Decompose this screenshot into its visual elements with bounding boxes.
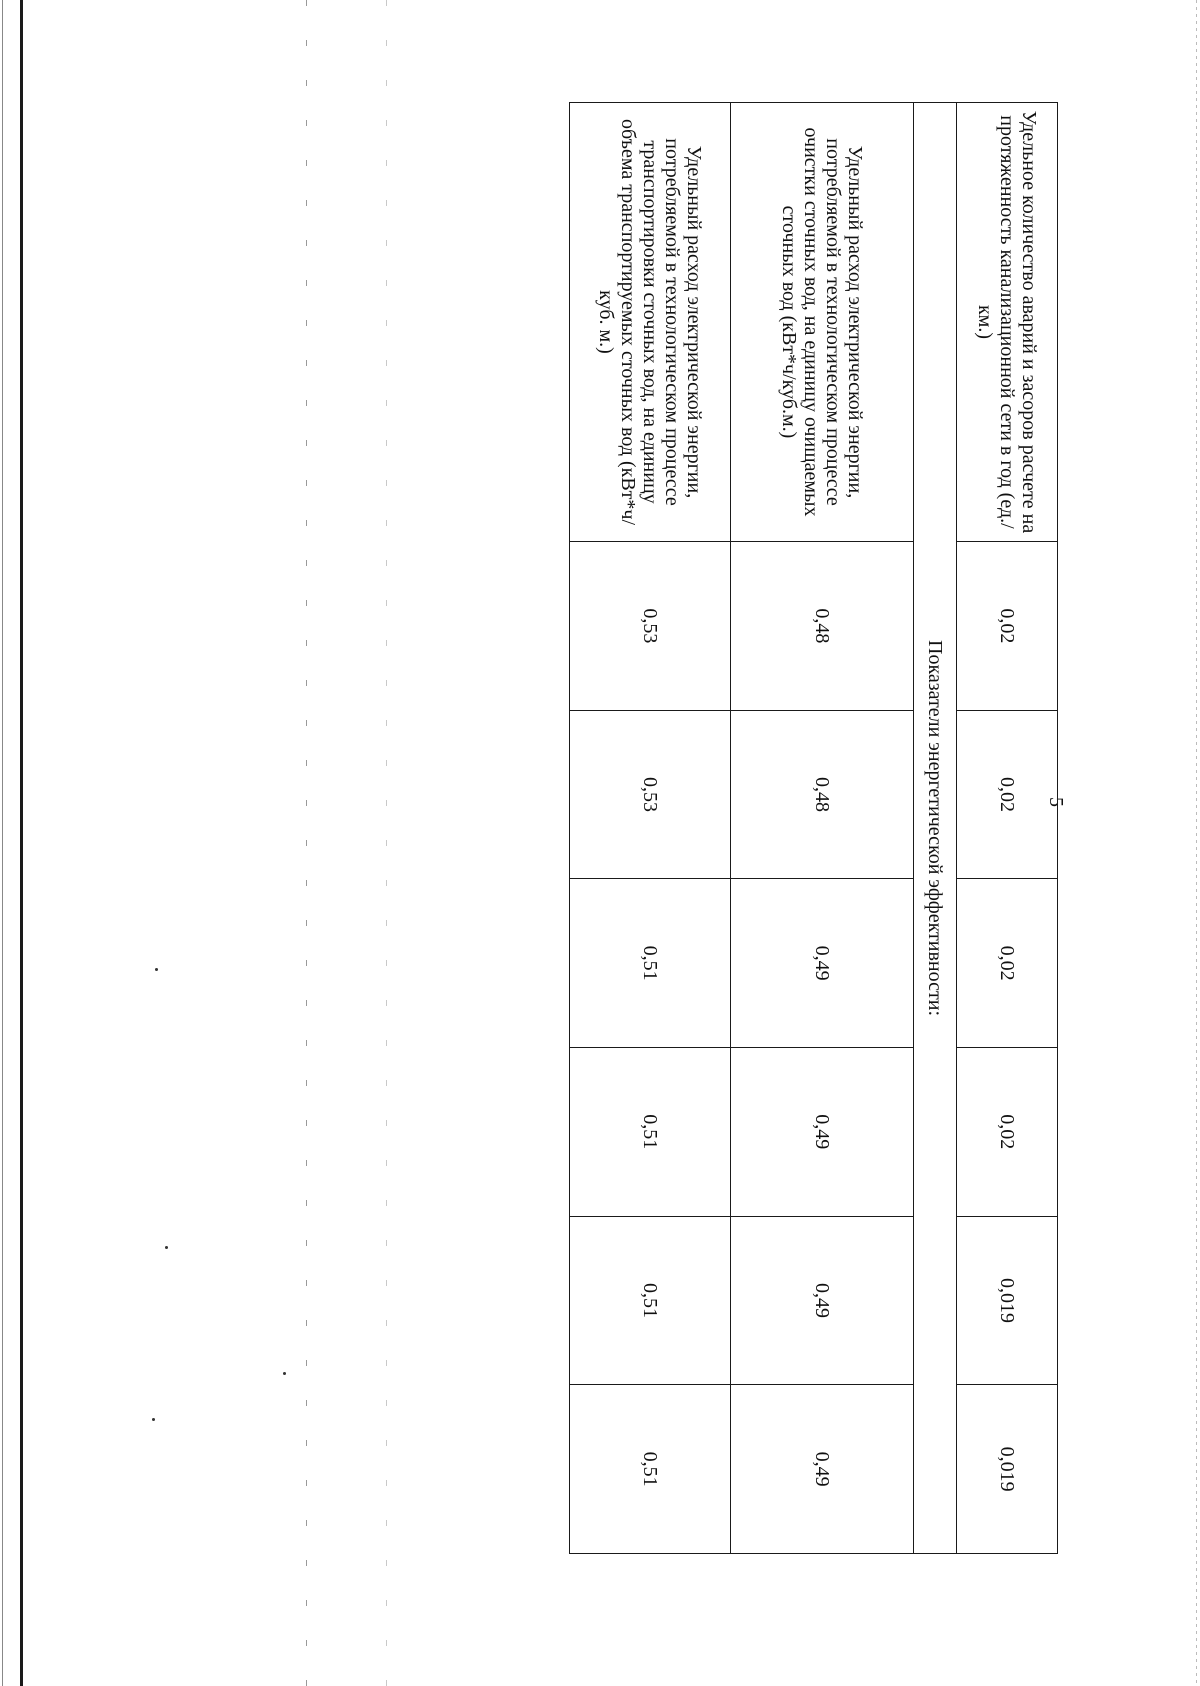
scan-speck: [155, 968, 158, 971]
value-cell: 0,49: [731, 1385, 914, 1554]
indicators-table: [569, 102, 1058, 1554]
value-cell: 0,51: [570, 1216, 731, 1385]
binding-rule: [20, 0, 23, 1686]
section-row: [914, 103, 957, 1554]
scan-speck: [165, 1246, 168, 1249]
value-cell: 0,51: [570, 1385, 731, 1554]
value-cell: 0,02: [957, 710, 1058, 879]
value-cell: 0,49: [731, 879, 914, 1048]
scan-right-edge: [1196, 0, 1197, 1686]
row-label: Удельный расход электрической энергии, потребляемой в технологическом процессе очистки сточных вод, на единицу очищаемых сточных вод (кВт*ч/куб.м.): [731, 103, 914, 542]
value-cell: 0,49: [731, 1216, 914, 1385]
value-cell: 0,51: [570, 879, 731, 1048]
indicators-table-rotated: [576, 102, 1058, 1554]
page-number: 5: [1045, 797, 1067, 807]
section-title: Показатели энергетической эффективности:: [914, 103, 957, 1554]
value-cell: 0,02: [957, 879, 1058, 1048]
scan-speck: [152, 1418, 155, 1421]
row-label: Удельное количество аварий и засоров расчете на протяженность канализационной сети в год (ед./км.): [957, 103, 1058, 542]
value-cell: 0,49: [731, 1047, 914, 1216]
value-cell: 0,53: [570, 542, 731, 711]
table-row: [957, 103, 1058, 1554]
value-cell: 0,019: [957, 1385, 1058, 1554]
row-label: Удельный расход электрической энергии, потребляемой в технологическом процессе транспортировки сточных вод, на единицу объема транспортируемых сточных вод (кВт*ч/куб. м.): [570, 103, 731, 542]
value-cell: 0,48: [731, 710, 914, 879]
value-cell: 0,019: [957, 1216, 1058, 1385]
table-row: [570, 103, 731, 1554]
value-cell: 0,02: [957, 1047, 1058, 1216]
table-row: [731, 103, 914, 1554]
scan-artifact-line: [386, 0, 387, 1686]
value-cell: 0,51: [570, 1047, 731, 1216]
scan-artifact-line: [306, 0, 307, 1686]
value-cell: 0,48: [731, 542, 914, 711]
value-cell: 0,02: [957, 542, 1058, 711]
value-cell: 0,53: [570, 710, 731, 879]
scan-speck: [283, 1372, 286, 1375]
scan-left-edge: [2, 0, 3, 1686]
